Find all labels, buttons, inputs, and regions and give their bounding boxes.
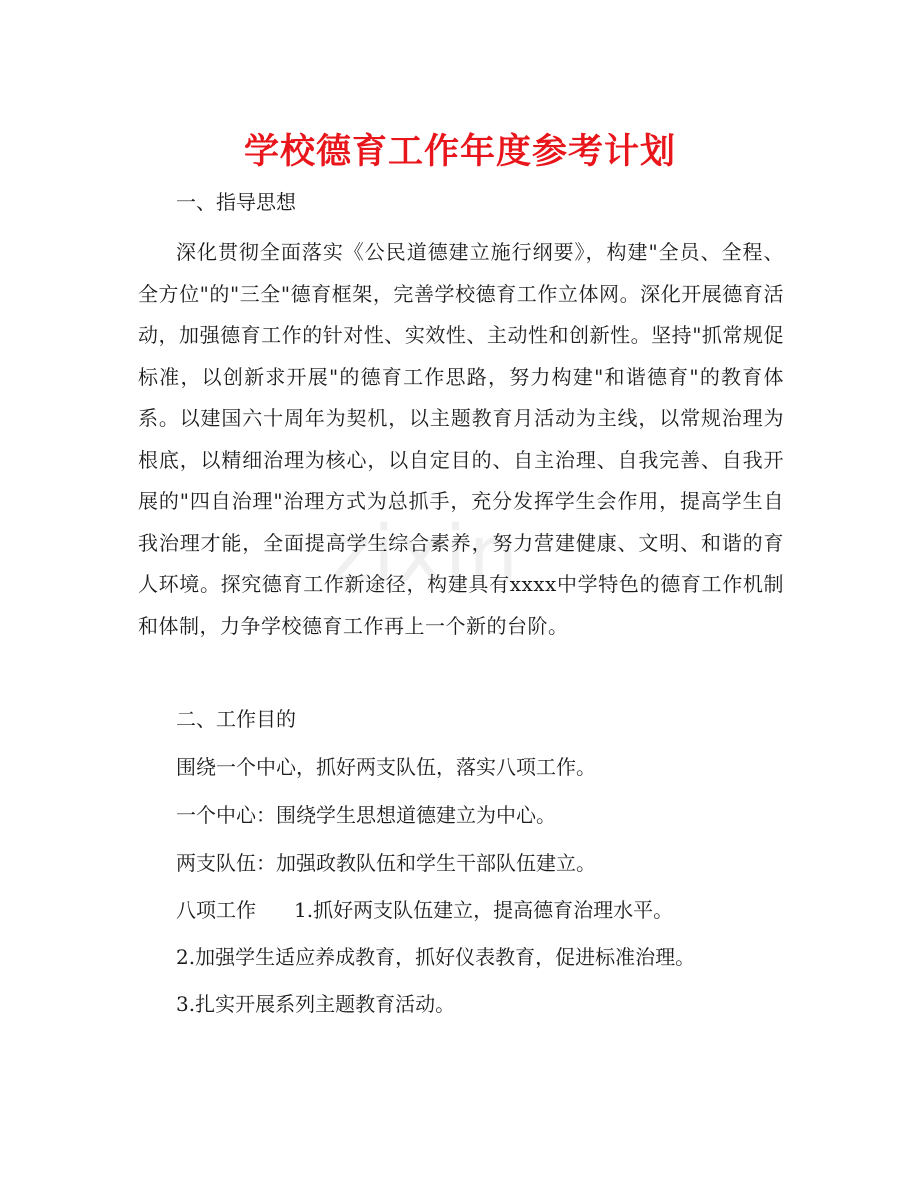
section-heading-work-goals: 二、工作目的 xyxy=(176,707,296,731)
text-line-label: 八项工作 xyxy=(176,898,256,922)
watermark: zixin xyxy=(330,510,520,600)
text-line: 2.加强学生适应养成教育，抓好仪表教育，促进标准治理。 xyxy=(176,945,696,969)
text-line-item: 1.抓好两支队伍建立，提高德育治理水平。 xyxy=(294,898,674,922)
section-paragraph xyxy=(138,232,784,647)
text-line: 围绕一个中心，抓好两支队伍，落实八项工作。 xyxy=(176,755,596,779)
page-title: 学校德育工作年度参考计划 xyxy=(243,132,676,172)
text-line: 3.扎实开展系列主题教育活动。 xyxy=(176,992,456,1016)
paragraph-text: 深化贯彻全面落实《公民道德建立施行纲要》，构建"全员、全程、全方位"的"三全"德育框架，完善学校德育工作立体网。深化开展德育活动，加强德育工作的针对性、实效性、主动性和创新性。坚持"抓常规促标准，以创新求开展"的德育工作思路，努力构建"和谐德育"的教育体系。以建国六十周年为契机，以主题教育月活动为主线，以常规治理为根底，以精细治理为核心，以自定目的、自主治理、自我完善、自我开展的"四自治理"治理方式为总抓手，充分发挥学生会作用，提高学生自我治理才能，全面提高学生综合素养，努力营建健康、文明、和谐的育人环境。探究德育工作新途径，构建具有xxxx中学特色的德育工作机制和体制，力争学校德育工作再上一个新的台阶。 xyxy=(138,240,784,638)
text-line-eight-tasks xyxy=(176,895,673,925)
text-line: 一个中心：围绕学生思想道德建立为中心。 xyxy=(176,803,556,827)
section-heading-guiding-ideology: 一、指导思想 xyxy=(176,190,296,214)
text-line: 两支队伍：加强政教队伍和学生干部队伍建立。 xyxy=(176,851,596,875)
